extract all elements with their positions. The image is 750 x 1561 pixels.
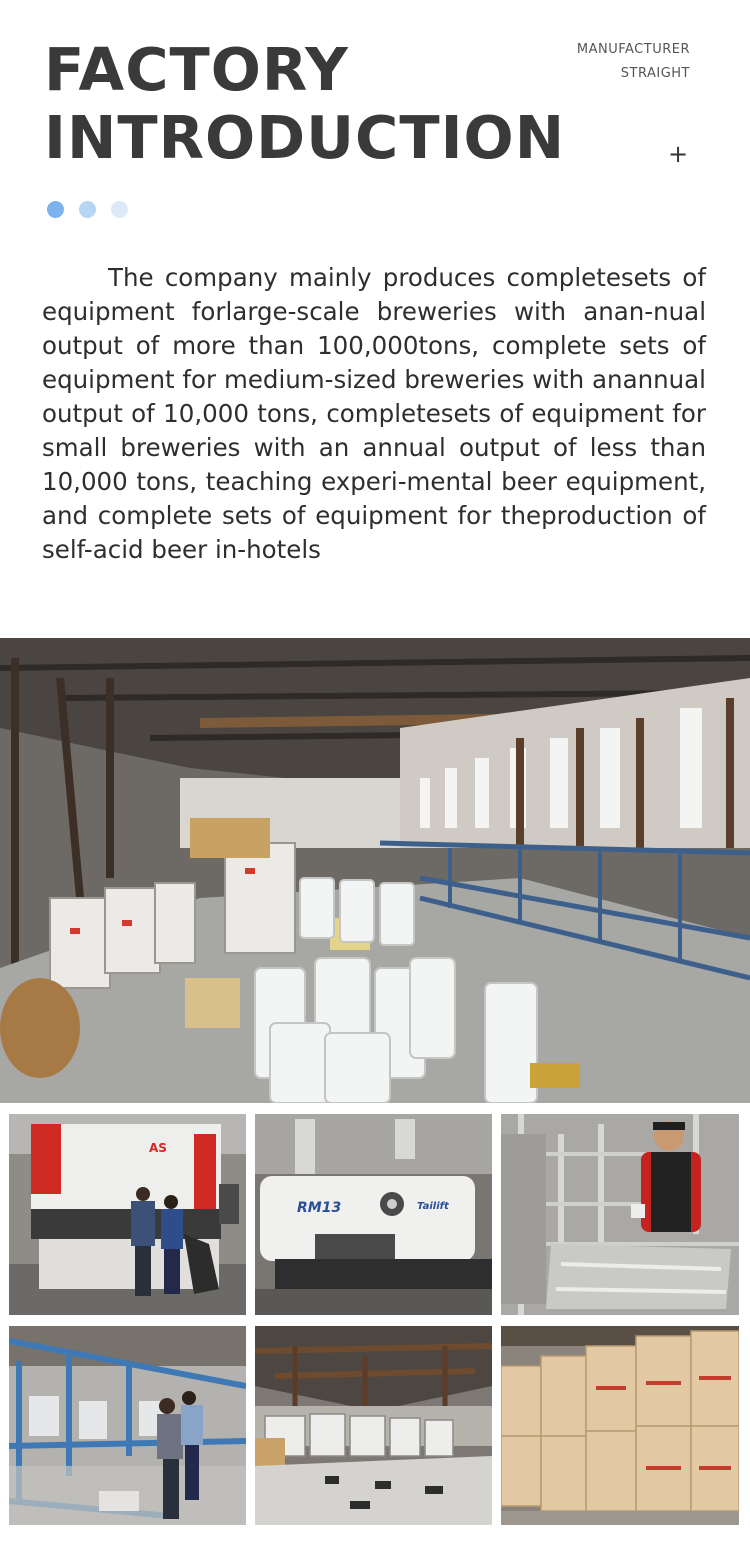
press-brake-photo xyxy=(9,1114,246,1315)
punch-brand-label: Tailift xyxy=(417,1201,449,1212)
workshop-overview-photo xyxy=(255,1326,492,1525)
page-header xyxy=(0,0,750,250)
plus-icon: + xyxy=(668,140,689,168)
assembly-line-photo xyxy=(9,1326,246,1525)
dot-icon xyxy=(47,201,64,218)
factory-floor-photo xyxy=(0,638,750,1103)
packaged-products-photo xyxy=(501,1326,739,1525)
tagline-line-2: STRAIGHT xyxy=(620,66,690,81)
page-title-line-2: INTRODUCTION xyxy=(44,103,566,172)
punch-press-photo xyxy=(255,1114,492,1315)
tagline-line-1: MANUFACTURER xyxy=(576,42,690,57)
punch-model-label: RM13 xyxy=(297,1200,342,1216)
intro-paragraph xyxy=(42,261,706,567)
page-title xyxy=(44,36,565,172)
page-title-line-1: FACTORY xyxy=(44,35,349,104)
dot-icon xyxy=(79,201,96,218)
press-brake-label: AS xyxy=(149,1141,167,1155)
tagline xyxy=(577,38,690,86)
intro-text: The company mainly produces completesets of equipment forlarge-scale breweries with anan-nual output of more than 100,000tons, complete sets of equipment for medium-sized breweries with anannual output of 10,000 tons, completesets of equipment for small breweries with an annual output of less than 10,000 tons, teaching experi-mental beer equipment, and complete sets of equipment for theproduction of self-acid beer in-hotels xyxy=(42,263,706,564)
welding-worker-photo xyxy=(501,1114,739,1315)
dot-icon xyxy=(111,201,128,218)
